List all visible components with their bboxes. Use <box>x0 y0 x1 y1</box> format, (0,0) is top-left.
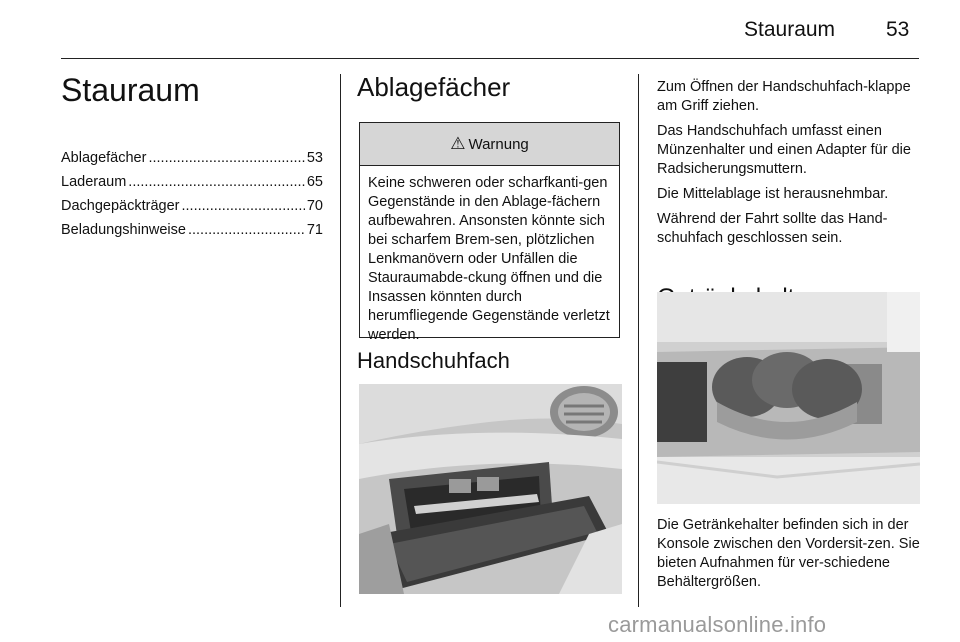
warning-triangle-icon: ⚠ <box>450 134 466 153</box>
paragraph: Während der Fahrt sollte das Hand-schuhfach geschlossen sein. <box>657 211 888 246</box>
warning-title: Warnung <box>468 135 529 153</box>
section-title: Ablagefächer <box>357 72 511 102</box>
paragraph: Das Handschuhfach umfasst einen Münzenhalter und einen Adapter für die Radsicherungsmuttern. <box>657 123 911 177</box>
toc-entry-label: Ablagefächer <box>61 150 147 166</box>
toc-entry-label: Beladungshinweise <box>61 222 186 238</box>
glovebox-description <box>657 78 925 254</box>
glovebox-photo <box>359 384 622 594</box>
table-of-contents <box>61 150 323 246</box>
toc-entry-label: Laderaum <box>61 174 127 190</box>
toc-entry-page: 65 <box>306 174 323 190</box>
toc-leader-dots <box>148 150 304 166</box>
page-number: 53 <box>886 18 910 41</box>
header-divider <box>61 58 919 59</box>
toc-leader-dots <box>182 198 305 214</box>
paragraph: Die Getränkehalter befinden sich in der Konsole zwischen den Vordersit-zen. Sie bieten Aufnahmen für ver-schiedene Behältergrößen. <box>657 517 920 590</box>
running-header-title: Stauraum <box>744 18 836 41</box>
paragraph: Zum Öffnen der Handschuhfach-klappe am Griff ziehen. <box>657 79 911 114</box>
warning-text: Keine schweren oder scharfkanti-gen Gegenstände in den Ablage-fächern aufbewahren. Ansonsten könnte sich bei scharfem Brem-sen, plötzlichen Lenkmanövern oder Unfällen die Stauraumabde-ckung öffnen und die Insassen könnten durch herumfliegende Gegenstände verletzt werden. <box>368 175 610 343</box>
watermark: carmanualsonline.info <box>608 612 827 637</box>
toc-entry-page: 53 <box>306 150 323 166</box>
cupholder-photo <box>657 292 920 504</box>
toc-entry-page: 70 <box>306 198 323 214</box>
toc-leader-dots <box>188 222 305 238</box>
warning-box <box>359 122 620 343</box>
toc-entry-label: Dachgepäckträger <box>61 198 180 214</box>
toc-entry[interactable] <box>61 174 323 198</box>
toc-entry-page: 71 <box>306 222 323 238</box>
toc-entry[interactable] <box>61 198 323 222</box>
cupholder-description <box>657 516 925 598</box>
warning-header <box>360 123 619 166</box>
chapter-title: Stauraum <box>61 72 200 108</box>
toc-leader-dots <box>128 174 305 190</box>
toc-entry[interactable] <box>61 150 323 174</box>
glovebox-title: Handschuhfach <box>357 348 510 373</box>
toc-entry[interactable] <box>61 222 323 246</box>
column-divider-left <box>340 74 341 607</box>
paragraph: Die Mittelablage ist herausnehmbar. <box>657 186 889 202</box>
column-divider-right <box>638 74 639 607</box>
